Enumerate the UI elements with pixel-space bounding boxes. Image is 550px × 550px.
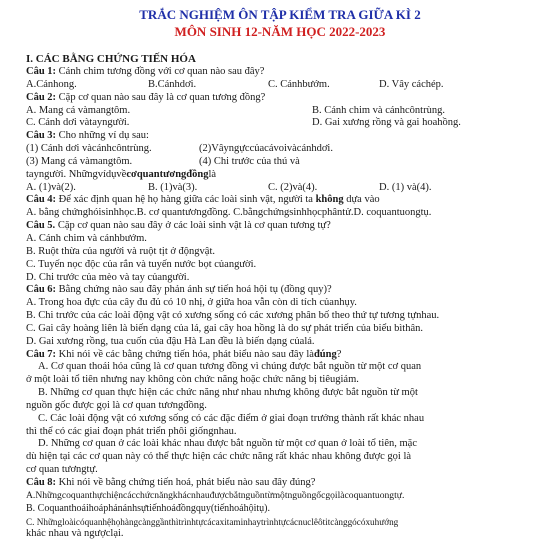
option-c: C. Các loài động vật có xương sống có các đặc điểm ở giai đoạn trưởng thành rất khác nhau (38, 412, 425, 424)
option-a: A.Nhữngcoquanthựchiệncácchứcnăngkhácnhauđượcbắtnguồntừmộtnguồngốcgọilàcoquantuongtự. (26, 489, 405, 501)
question-text-end: ? (336, 348, 342, 360)
option-b: B.Cánhdơi. (148, 78, 197, 90)
option-a-continuation: ở một loài tổ tiên nhưng nay không còn chức năng hoặc chức năng bị tiêugiảm. (26, 374, 359, 386)
option-b-continuation: nguồn gốc được gọi là cơ quan tươngđồng. (26, 399, 207, 411)
document-subtitle: MÔN SINH 12-NĂM HỌC 2022-2023 (174, 24, 386, 39)
emphasis-text: đúng (313, 348, 337, 360)
question-label: Câu 7: (26, 348, 57, 360)
document-page (26, 6, 534, 541)
example-2: (2)Vâyngựccủacávoivàcánhdơi. (199, 143, 333, 155)
option-b: B. Chi trước của các loài động vật có xương sống có các xương phân bố theo thứ tự tương tựnhau. (26, 310, 440, 322)
option-a: A. Cơ quan thoái hóa cũng là cơ quan tương đồng vì chúng được bắt nguồn từ một cơ quan (38, 361, 422, 373)
option-a: A.Cánhong. (26, 78, 77, 90)
option-d: D. (1) và(4). (379, 181, 432, 193)
example-3: (3) Mang cá vàmangtôm. (26, 155, 133, 167)
question-label: Câu 3: (26, 130, 57, 142)
option-a: A. (1)và(2). (26, 181, 76, 193)
question-label: Câu 8: (26, 477, 57, 488)
document-title: TRẮC NGHIỆM ÔN TẬP KIỂM TRA GIỮA KÌ 2 (139, 7, 421, 22)
option-d-continuation-2: cơ quan tươngtự. (26, 464, 98, 476)
question-text: Cặp cơ quan nào sau đây là cơ quan tương đồng? (56, 91, 266, 103)
option-c: C. Cánh dơi vàtayngười. (26, 117, 130, 129)
option-d-continuation: dù hiện tại các cơ quan này có thể thực hiện các chức năng rất khác nhau không được gọi là (26, 451, 412, 463)
option-a: A. Trong hoa đực của cây đu đủ có 10 nhị, ở giữa hoa vẫn còn di tích củanhụy. (26, 297, 357, 309)
option-c: C. (2)và(4). (268, 181, 318, 193)
question-7 (26, 349, 534, 362)
question-2-options-row2 (26, 117, 534, 130)
question-label: Câu 6: (26, 284, 57, 296)
question-3-examples-row1 (26, 143, 534, 156)
question-text: Bằng chứng nào sau đây phản ánh sự tiến hoá hội tụ (đồng quy)? (56, 284, 332, 296)
question-3-continuation (26, 169, 534, 182)
question-label: Câu 1: (26, 66, 57, 77)
example-4: (4) Chi trước của thú và (199, 155, 300, 167)
question-label: Câu 2: (26, 91, 57, 103)
option-a: A. Mang cá vàmangtôm. (26, 104, 131, 116)
question-text-end: dựa vào (343, 194, 380, 206)
question-3 (26, 130, 534, 143)
option-d: D. Vây cáchép. (379, 78, 444, 90)
question-2-options-row1 (26, 105, 534, 118)
question-text: Khi nói về các bằng chứng tiến hóa, phát biểu nào sau đây là (56, 348, 314, 360)
option-d: D. Gai xương rồng và gai hoahồng. (312, 117, 461, 129)
option-b: B. Coquanthoáihoáphảnánhsựtiếnhoáđồngquy(tiếnhoáhộitụ). (26, 502, 270, 514)
option-c: C. Gai cây hoàng liên là biến dạng của lá, gai cây hoa hồng là do sự phát triển của biểu bìthân. (26, 322, 423, 334)
continuation-text: tayngười. Nhữngvídụvề (26, 168, 127, 180)
option-c: C. Cánhbướm. (268, 78, 330, 90)
question-text: Cánh chim tương đồng với cơ quan nào sau đây? (56, 66, 265, 77)
section-heading: I. CÁC BẰNG CHỨNG TIẾN HÓA (26, 53, 196, 65)
emphasis-text: không (315, 194, 344, 206)
question-text: Để xác định quan hệ họ hàng giữa các loài sinh vật, người ta (56, 194, 316, 206)
question-label: Câu 5. (26, 220, 56, 232)
question-6 (26, 284, 534, 297)
emphasis-text: cơquantươngđồng (126, 168, 209, 180)
question-8 (26, 477, 534, 490)
question-4-options: A. bằng chứnghóisinhhọc.B. cơ quantươngđồng. C.bằngchứngsinhhọcphântử.D. coquantuongtụ. (26, 207, 432, 219)
option-a: A. Cánh chim và cánhbướm. (26, 232, 147, 244)
option-c: C. Tuyến nọc độc của rắn và tuyến nước bọt củangười. (26, 258, 257, 270)
question-text: Khi nói về bằng chứng tiến hoá, phát biểu nào sau đây đúng? (56, 477, 316, 488)
option-d: D. Gai xương rồng, tua cuốn của đậu Hà Lan đều là biến dạng củalá. (26, 335, 315, 347)
question-2 (26, 92, 534, 105)
question-3-options (26, 182, 534, 195)
question-text: Cặp cơ quan nào sau đây ở các loài sinh vật là cơ quan tương tự? (55, 220, 331, 232)
question-label: Câu 4: (26, 194, 57, 206)
question-4 (26, 194, 534, 207)
option-d: D. Những cơ quan ở các loài khác nhau được bắt nguồn từ một cơ quan ở loài tổ tiên, mặc (38, 438, 417, 450)
example-1: (1) Cánh dơi vàcánhcôntrùng. (26, 143, 152, 155)
question-1-options (26, 79, 534, 92)
question-5 (26, 220, 534, 233)
option-c-continuation: khác nhau và ngượclại. (26, 528, 124, 540)
question-3-examples-row2 (26, 156, 534, 169)
option-b: B. Ruột thừa của người và ruột tịt ở độngvật. (26, 245, 216, 257)
option-b: B. Cánh chim và cánhcôntrùng. (312, 104, 445, 116)
option-d: D. Chi trước của mèo và tay củangười. (26, 271, 190, 283)
question-1 (26, 66, 534, 79)
option-b: B. (1)và(3). (148, 181, 198, 193)
option-c-continuation: thì thể có các giai đoạn phát triển phôi giốngnhau. (26, 425, 237, 437)
question-text: Cho những ví dụ sau: (56, 130, 149, 142)
option-c: C. Nhữngloàicóquanhệhọhàngcànggầnthìtrìnhtựcácaxitaminhaytrìnhtựcácnuclêôtitcànggócóxuhướng (26, 516, 399, 527)
option-b: B. Những cơ quan thực hiện các chức năng như nhau nhưng không được bắt nguồn từ một (38, 387, 418, 399)
continuation-end: là (208, 168, 217, 180)
